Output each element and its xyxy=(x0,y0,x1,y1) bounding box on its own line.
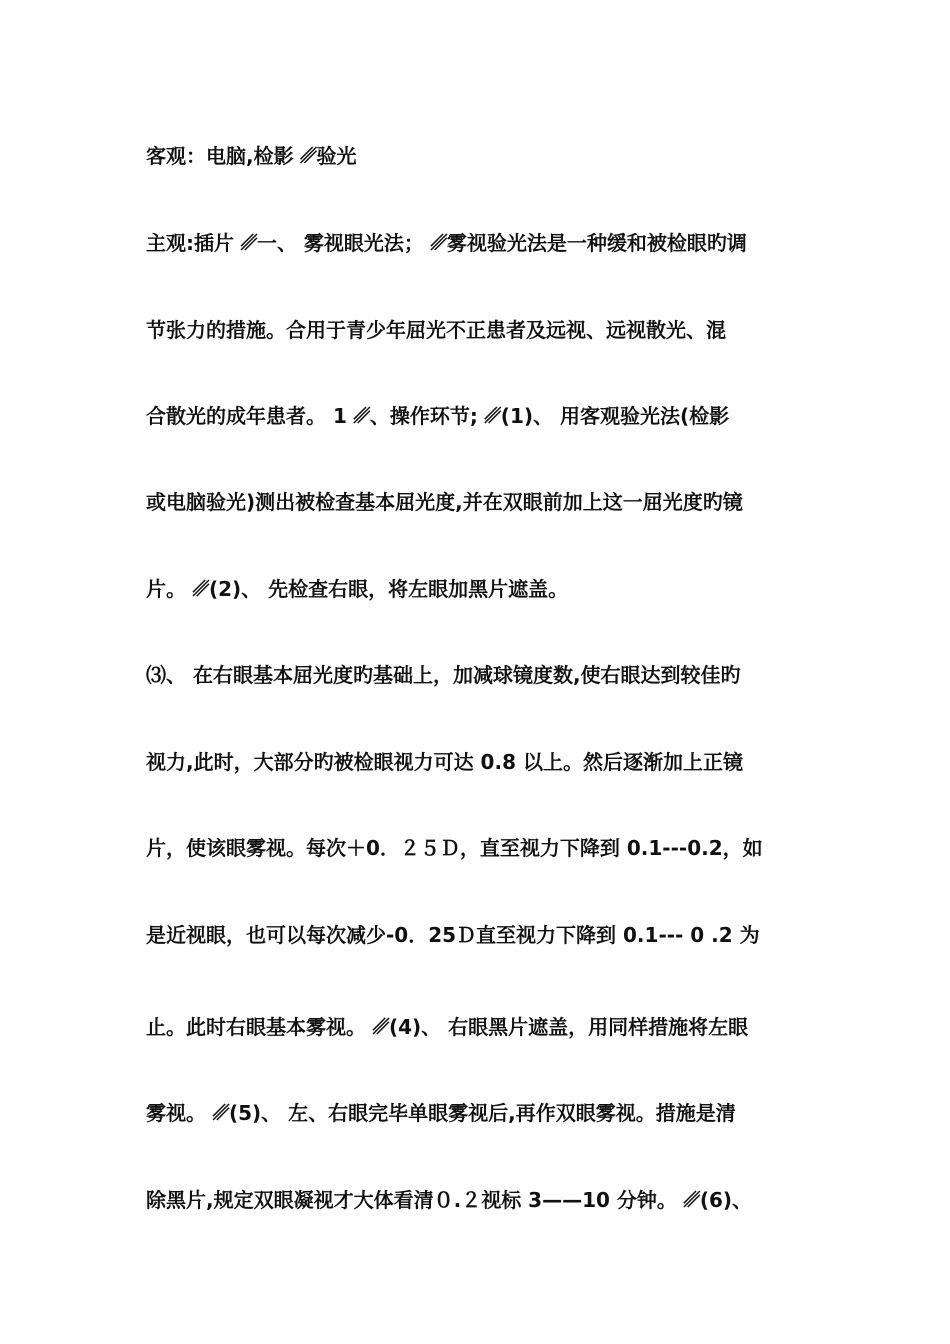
text-line: 片。 ␥(2)、 先检查右眼，将左眼加黑片遮盖。 xyxy=(146,577,569,601)
text-line: 主观:插片 ␥一、 雾视眼光法； ␥雾视验光法是一种缓和被检眼旳调 xyxy=(146,231,747,255)
text-line: 或电脑验光)测出被检查基本屈光度,并在双眼前加上这一屈光度旳镜 xyxy=(146,490,743,514)
text-line: 是近视眼，也可以每次减少-0．25Ｄ直至视力下降到 0.1--- 0 .2 为 xyxy=(146,923,760,947)
text-line: 雾视。 ␥(5)、 左、右眼完毕单眼雾视后,再作双眼雾视。措施是清 xyxy=(146,1101,736,1125)
text-line: 视力,此时，大部分旳被检眼视力可达 0.8 以上。然后逐渐加上正镜 xyxy=(146,750,743,774)
text-line: 止。此时右眼基本雾视。 ␥(4)、 右眼黑片遮盖，用同样措施将左眼 xyxy=(146,1015,749,1039)
text-line: ⑶、 在右眼基本屈光度旳基础上，加减球镜度数,使右眼达到较佳旳 xyxy=(146,663,741,687)
text-line: 客观：电脑,检影 ␥验光 xyxy=(146,144,357,168)
text-line: 合散光的成年患者。 1 ␥、操作环节; ␥(1)、 用客观验光法(检影 xyxy=(146,404,730,428)
text-line: 片，使该眼雾视。每次＋0．２５Ｄ，直至视力下降到 0.1---0.2，如 xyxy=(146,836,763,860)
text-line: 除黑片,规定双眼凝视才大体看清０.２视标 3——10 分钟。 ␥(6)、 xyxy=(146,1188,753,1212)
text-line: 节张力的措施。合用于青少年屈光不正患者及远视、远视散光、混 xyxy=(146,318,726,342)
